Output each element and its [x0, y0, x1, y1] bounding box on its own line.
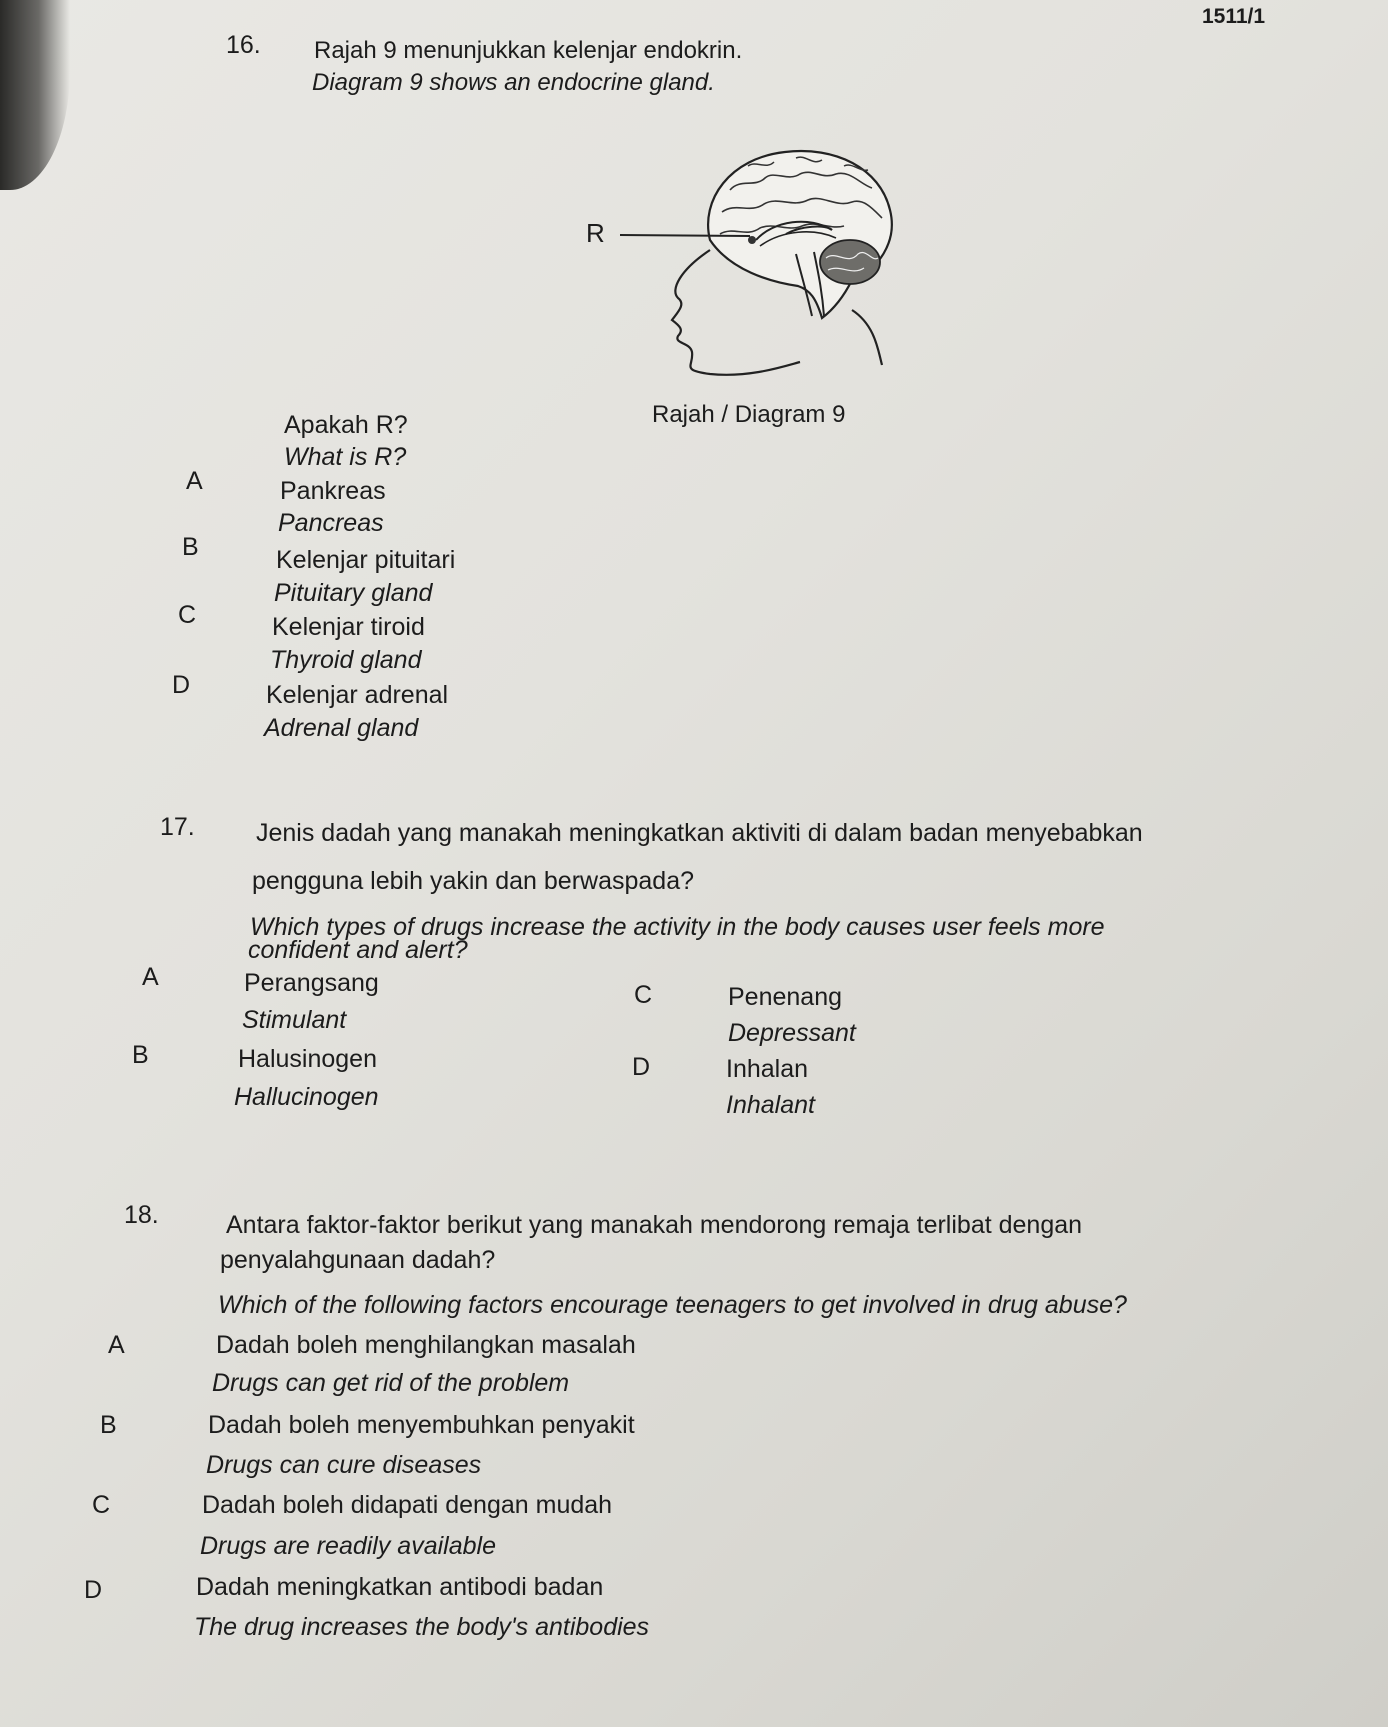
q17-stem-en-1: Which types of drugs increase the activity in the body causes user feels more — [250, 913, 1105, 941]
q17-option-c-en: Depressant — [728, 1019, 856, 1047]
q16-option-c-ms: Kelenjar tiroid — [272, 613, 425, 641]
q17-option-b-letter[interactable]: B — [132, 1041, 149, 1069]
q18-option-b-letter[interactable]: B — [100, 1411, 117, 1439]
q18-number: 18. — [124, 1201, 159, 1229]
q18-option-a-ms: Dadah boleh menghilangkan masalah — [216, 1331, 636, 1359]
q18-stem-ms-1: Antara faktor-faktor berikut yang manakah mendorong remaja terlibat dengan — [226, 1211, 1083, 1239]
q18-option-c-ms: Dadah boleh didapati dengan mudah — [202, 1491, 613, 1519]
q17-option-d-en: Inhalant — [726, 1091, 815, 1119]
q16-question-ms: Apakah R? — [284, 411, 408, 439]
q18-option-a-letter[interactable]: A — [108, 1331, 125, 1359]
q17-stem-ms-2: pengguna lebih yakin dan berwaspada? — [252, 867, 695, 895]
label-r: R — [586, 218, 605, 248]
paper-code: 1511/1 — [1202, 5, 1266, 28]
q18-option-c-en: Drugs are readily available — [200, 1532, 496, 1560]
q16-stem-en: Diagram 9 shows an endocrine gland. — [312, 69, 715, 96]
q18-option-d-letter[interactable]: D — [84, 1576, 103, 1604]
q17-option-a-en: Stimulant — [242, 1006, 347, 1034]
q16-stem-ms: Rajah 9 menunjukkan kelenjar endokrin. — [314, 37, 743, 64]
q18-stem-en: Which of the following factors encourage teenagers to get involved in drug abuse? — [218, 1291, 1127, 1319]
q17-option-c-ms: Penenang — [728, 983, 843, 1011]
q16-option-b-letter[interactable]: B — [182, 533, 199, 561]
q17-option-b-en: Hallucinogen — [234, 1083, 379, 1111]
q18-option-b-ms: Dadah boleh menyembuhkan penyakit — [208, 1411, 635, 1439]
q17-stem-ms-1: Jenis dadah yang manakah meningkatkan aktiviti di dalam badan menyebabkan — [256, 819, 1143, 847]
q17-option-a-letter[interactable]: A — [142, 963, 159, 991]
q18-option-a-en: Drugs can get rid of the problem — [212, 1369, 570, 1397]
q17-option-c-letter[interactable]: C — [634, 981, 653, 1009]
q17-option-b-ms: Halusinogen — [238, 1045, 377, 1073]
q16-option-a-letter[interactable]: A — [186, 467, 203, 495]
head-brain-diagram — [560, 130, 960, 380]
q18-stem-ms-2: penyalahgunaan dadah? — [220, 1246, 496, 1274]
q16-option-d-letter[interactable]: D — [172, 671, 191, 699]
q17-option-d-ms: Inhalan — [726, 1055, 809, 1083]
q16-option-d-en: Adrenal gland — [264, 714, 419, 742]
q18-option-d-en: The drug increases the body's antibodies — [194, 1613, 650, 1641]
q16-option-c-letter[interactable]: C — [178, 601, 197, 629]
q16-number: 16. — [226, 31, 261, 59]
q16-question-en: What is R? — [284, 443, 407, 471]
q18-option-b-en: Drugs can cure diseases — [206, 1451, 482, 1479]
q17-option-a-ms: Perangsang — [244, 969, 379, 997]
q16-option-d-ms: Kelenjar adrenal — [266, 681, 449, 709]
q16-option-a-ms: Pankreas — [280, 477, 386, 505]
q18-option-d-ms: Dadah meningkatkan antibodi badan — [196, 1573, 604, 1601]
q16-option-b-en: Pituitary gland — [274, 579, 433, 607]
q18-option-c-letter[interactable]: C — [92, 1491, 111, 1519]
q17-stem-en-2: confident and alert? — [248, 936, 468, 964]
q16-option-c-en: Thyroid gland — [270, 646, 422, 674]
q17-option-d-letter[interactable]: D — [632, 1053, 651, 1081]
q16-option-a-en: Pancreas — [278, 509, 384, 537]
q17-number: 17. — [160, 813, 195, 841]
q16-option-b-ms: Kelenjar pituitari — [276, 546, 456, 574]
q16-caption: Rajah / Diagram 9 — [652, 401, 846, 428]
